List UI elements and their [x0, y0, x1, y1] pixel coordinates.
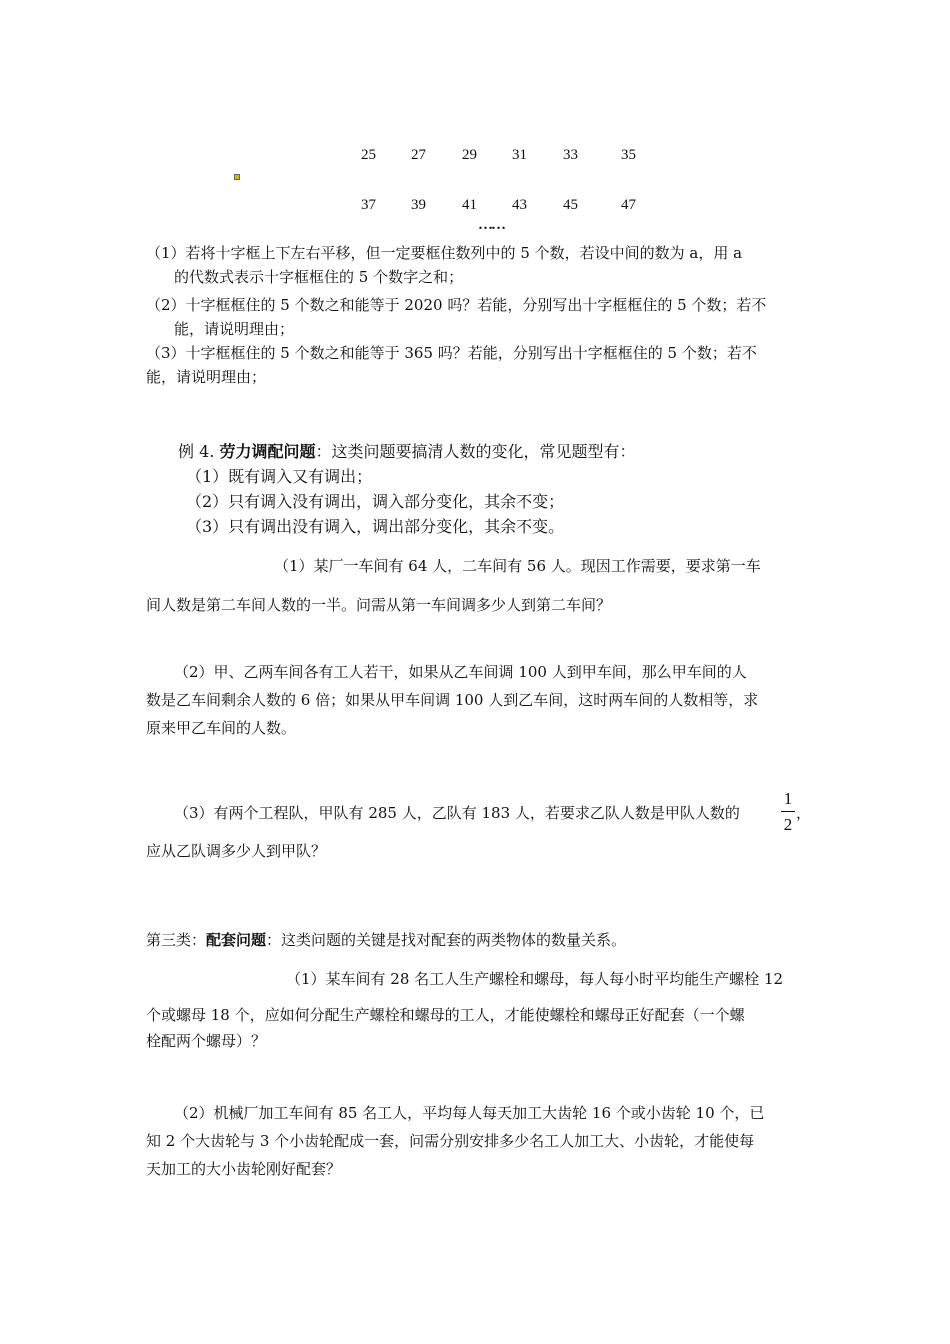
grid-cell: 45 — [563, 197, 578, 213]
fraction-denominator: 2 — [783, 815, 793, 834]
fraction-bar — [781, 811, 795, 812]
example4-problem-1-line2: 间人数是第二车间人数的一半。问需从第一车间调多少人到第二车间？ — [146, 596, 612, 614]
category3-title — [146, 930, 626, 950]
example4-prefix: 例 4. — [178, 442, 215, 461]
grid-cell: 37 — [361, 197, 376, 213]
grid-cell: 33 — [563, 147, 578, 163]
category3-prefix: 第三类： — [146, 931, 207, 949]
example4-heading: 劳力调配问题 — [219, 442, 316, 461]
cross-question-3-line2: 能，请说明理由； — [146, 368, 267, 386]
example4-type-1: （1）既有调入又有调出； — [186, 467, 373, 486]
category3-problem-2-line3: 天加工的大小齿轮刚好配套？ — [146, 1160, 342, 1178]
grid-ellipsis: …… — [478, 217, 504, 233]
cross-question-1-line1: （1）若将十字框上下左右平移，但一定要框住数列中的 5 个数，若设中间的数为 a，用 a — [146, 244, 743, 262]
grid-cell: 31 — [512, 147, 527, 163]
category3-problem-1-line3: 栓配两个螺母）？ — [146, 1032, 267, 1050]
grid-cell: 25 — [361, 147, 376, 163]
example4-problem-2-line1: （2）甲、乙两车间各有工人若干，如果从乙车间调 100 人到甲车间，那么甲车间的人 — [174, 663, 747, 681]
grid-cell: 41 — [462, 197, 477, 213]
grid-cell: 47 — [621, 197, 636, 213]
example4-problem-3-comma: ， — [796, 804, 812, 822]
grid-cell: 29 — [462, 147, 477, 163]
category3-problem-2-line1: （2）机械厂加工车间有 85 名工人，平均每人每天加工大齿轮 16 个或小齿轮 10 个，已 — [174, 1104, 765, 1122]
example4-type-3: （3）只有调出没有调入，调出部分变化，其余不变。 — [186, 517, 565, 536]
grid-cell: 39 — [411, 197, 426, 213]
grid-cell: 35 — [621, 147, 636, 163]
example4-problem-2-line2: 数是乙车间剩余人数的 6 倍；如果从甲车间调 100 人到乙车间，这时两车间的人数相等，求 — [146, 691, 759, 709]
cross-question-2-line1: （2）十字框框住的 5 个数之和能等于 2020 吗？若能，分别写出十字框框住的 5 个数；若不 — [146, 296, 767, 314]
example4-problem-1-line1: （1）某厂一车间有 64 人，二车间有 56 人。现因工作需要，要求第一车 — [274, 557, 761, 575]
example4-intro: ：这类问题要搞清人数的变化，常见题型有： — [315, 442, 636, 461]
category3-intro: ：这类问题的关键是找对配套的两类物体的数量关系。 — [266, 931, 627, 949]
category3-problem-2-line2: 知 2 个大齿轮与 3 个小齿轮配成一套，问需分别安排多少名工人加工大、小齿轮，才能使每 — [146, 1132, 755, 1150]
cross-question-1-line2: 的代数式表示十字框框住的 5 个数字之和； — [174, 268, 464, 286]
category3-problem-1-line2: 个或螺母 18 个，应如何分配生产螺栓和螺母的工人，才能使螺栓和螺母正好配套（一个螺 — [146, 1006, 745, 1024]
anchor-marker-icon — [234, 174, 240, 180]
example4-title — [178, 442, 635, 462]
example4-problem-3-line2: 应从乙队调多少人到甲队？ — [146, 842, 327, 860]
category3-problem-1-line1: （1）某车间有 28 名工人生产螺栓和螺母，每人每小时平均能生产螺栓 12 — [286, 970, 784, 988]
fraction-numerator: 1 — [783, 789, 793, 808]
category3-heading: 配套问题 — [206, 931, 267, 949]
example4-type-2: （2）只有调入没有调出，调入部分变化，其余不变； — [186, 492, 565, 511]
cross-question-2-line2: 能，请说明理由； — [174, 320, 295, 338]
cross-question-3-line1: （3）十字框框住的 5 个数之和能等于 365 吗？若能，分别写出十字框框住的 5 个数；若不 — [146, 344, 757, 362]
example4-problem-2-line3: 原来甲乙车间的人数。 — [146, 719, 297, 737]
example4-problem-3-line1: （3）有两个工程队，甲队有 285 人，乙队有 183 人，若要求乙队人数是甲队人数的 — [174, 804, 740, 822]
grid-cell: 27 — [411, 147, 426, 163]
grid-cell: 43 — [512, 197, 527, 213]
